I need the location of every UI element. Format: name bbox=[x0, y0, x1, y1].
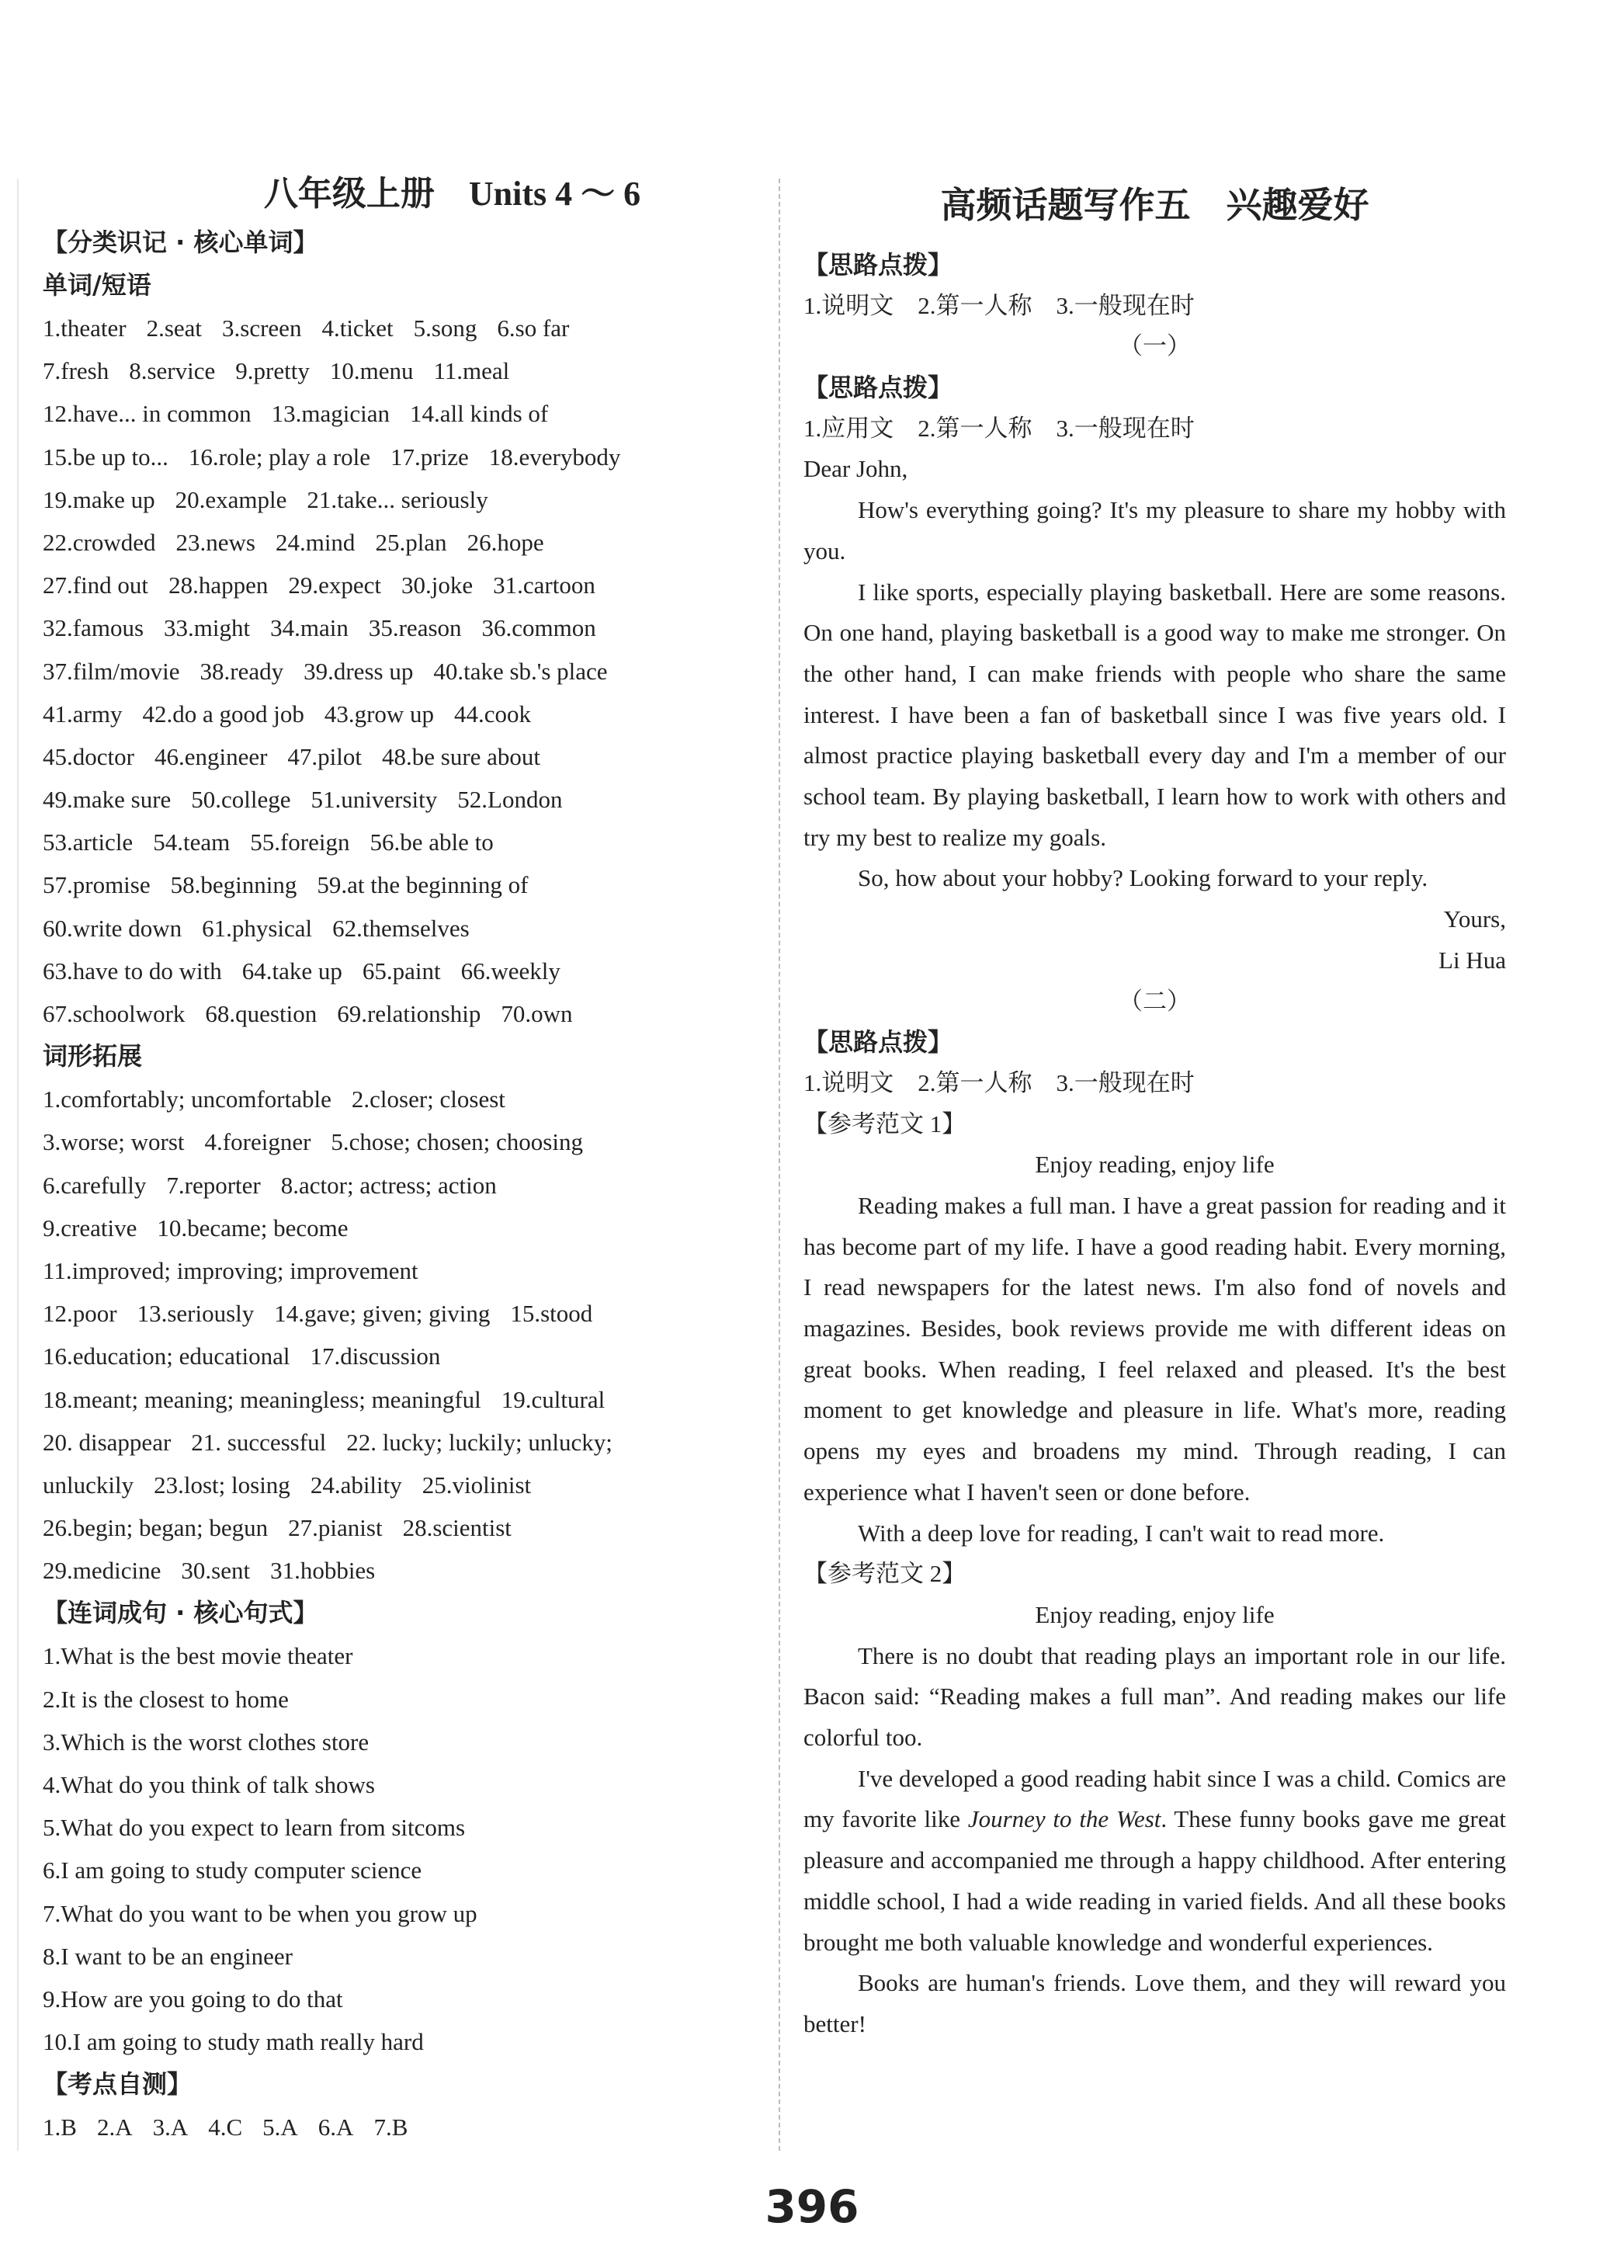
word-item: 44.cook bbox=[454, 700, 532, 728]
sample-2-paragraph-2 bbox=[803, 1759, 1506, 1964]
word-item: 1.theater bbox=[43, 314, 127, 342]
word-form-item: 3.worse; worst bbox=[43, 1128, 185, 1156]
sample-2-paragraph-2-part-a: I've developed a good reading habit since I was a child. Comics are my favorite like bbox=[803, 1764, 1506, 1833]
sample-1-label: 【参考范文 1】 bbox=[803, 1110, 966, 1137]
word-item: 3.screen bbox=[222, 314, 302, 342]
word-item: 28.happen bbox=[168, 571, 269, 599]
word-item: 8.service bbox=[129, 357, 216, 385]
word-item: 9.pretty bbox=[235, 357, 310, 385]
sentence-item: 6.I am going to study computer science bbox=[43, 1856, 422, 1884]
word-item: 43.grow up bbox=[324, 700, 435, 728]
word-form-item: 21. successful bbox=[191, 1428, 327, 1456]
word-item: 30.joke bbox=[401, 571, 474, 599]
sample-2-paragraph-3: Books are human's friends. Love them, and they will reward you better! bbox=[803, 1969, 1506, 2037]
tip-text-2: 1.应用文 2.第一人称 3.一般现在时 bbox=[803, 414, 1195, 442]
letter-greeting: Dear John, bbox=[803, 455, 908, 483]
subsection-word-forms: 词形拓展 bbox=[43, 1041, 143, 1071]
book-title: Journey to the West bbox=[967, 1805, 1161, 1833]
word-item: 46.engineer bbox=[154, 742, 268, 770]
word-item: 54.team bbox=[153, 828, 231, 856]
word-item: 15.be up to... bbox=[43, 443, 168, 471]
page-number: 396 bbox=[765, 2180, 859, 2233]
sample-2-label: 【参考范文 2】 bbox=[803, 1560, 966, 1588]
word-form-line bbox=[43, 1378, 769, 1421]
word-item: 2.seat bbox=[146, 314, 203, 342]
word-form-line bbox=[43, 1292, 769, 1335]
word-item: 24.mind bbox=[275, 528, 356, 556]
word-form-item: 25.violinist bbox=[422, 1471, 532, 1499]
right-title: 高频话题写作五 兴趣爱好 bbox=[940, 186, 1369, 225]
sentence-item: 2.It is the closest to home bbox=[43, 1685, 289, 1713]
word-forms-list bbox=[43, 1078, 769, 1592]
word-form-item: 18.meant; meaning; meaningless; meaningful bbox=[43, 1385, 481, 1413]
answer-item: 4.C bbox=[208, 2113, 243, 2141]
answer-item: 6.A bbox=[318, 2113, 354, 2141]
sentence-item: 1.What is the best movie theater bbox=[43, 1642, 353, 1670]
word-form-item: 2.closer; closest bbox=[351, 1085, 505, 1113]
word-item: 22.crowded bbox=[43, 528, 156, 556]
word-item: 18.everybody bbox=[488, 443, 621, 471]
letter-paragraph-2: I like sports, especially playing basketball. Here are some reasons. On one hand, playing basketball is a good way to make me stronger. On the other hand, I can make friends with people who share the same interest. I have been a fan of basketball since I was five years old. I almost practice playing basketball every day and I'm a member of our school team. By playing basketball, I learn how to work with others and try my best to realize my goals. bbox=[803, 578, 1506, 851]
subsection-words-phrases: 单词/短语 bbox=[43, 270, 151, 300]
column-divider bbox=[779, 179, 780, 2151]
word-form-item: 13.seriously bbox=[137, 1300, 255, 1328]
word-item: 31.cartoon bbox=[493, 571, 595, 599]
left-column bbox=[43, 167, 769, 2149]
word-item: 68.question bbox=[205, 1000, 318, 1027]
word-item: 56.be able to bbox=[370, 828, 494, 856]
word-line bbox=[43, 521, 769, 564]
word-line bbox=[43, 693, 769, 735]
word-item: 38.ready bbox=[200, 657, 284, 685]
word-item: 23.news bbox=[175, 528, 255, 556]
word-line bbox=[43, 606, 769, 649]
word-item: 60.write down bbox=[43, 914, 182, 942]
word-item: 42.do a good job bbox=[142, 700, 304, 728]
word-form-line bbox=[43, 1120, 769, 1163]
word-item: 11.meal bbox=[433, 357, 510, 385]
tip-text-3: 1.说明文 2.第一人称 3.一般现在时 bbox=[803, 1068, 1195, 1096]
word-item: 64.take up bbox=[241, 957, 342, 985]
word-item: 41.army bbox=[43, 700, 123, 728]
word-form-item: 24.ability bbox=[310, 1471, 402, 1499]
word-item: 50.college bbox=[191, 786, 291, 814]
letter-signature: Li Hua bbox=[1438, 946, 1506, 974]
word-item: 6.so far bbox=[497, 314, 570, 342]
word-item: 7.fresh bbox=[43, 357, 109, 385]
self-test-answers bbox=[43, 2106, 769, 2148]
word-item: 47.pilot bbox=[287, 742, 363, 770]
word-form-item: 7.reporter bbox=[166, 1171, 261, 1199]
sample-2-title: Enjoy reading, enjoy life bbox=[1035, 1600, 1275, 1628]
word-form-item: 16.education; educational bbox=[43, 1342, 290, 1370]
word-form-item: unluckily bbox=[43, 1471, 134, 1499]
left-title: 八年级上册 Units 4 ～ 6 bbox=[263, 175, 641, 213]
letter-paragraph-1: How's everything going? It's my pleasure to share my hobby with you. bbox=[803, 496, 1506, 564]
answer-item: 5.A bbox=[262, 2113, 298, 2141]
part-2-heading: （二） bbox=[1119, 987, 1191, 1015]
word-form-item: 31.hobbies bbox=[270, 1557, 376, 1585]
word-line bbox=[43, 950, 769, 992]
word-form-item: 11.improved; improving; improvement bbox=[43, 1256, 418, 1284]
word-item: 70.own bbox=[501, 1000, 573, 1027]
word-item: 40.take sb.'s place bbox=[433, 657, 608, 685]
word-form-item: 28.scientist bbox=[402, 1514, 512, 1542]
word-item: 17.prize bbox=[390, 443, 469, 471]
sample-1-title: Enjoy reading, enjoy life bbox=[1035, 1151, 1275, 1179]
word-item: 34.main bbox=[270, 614, 349, 642]
word-form-item: 14.gave; given; giving bbox=[274, 1300, 491, 1328]
word-item: 67.schoolwork bbox=[43, 1000, 186, 1027]
sentences-list bbox=[43, 1634, 769, 2063]
word-form-line bbox=[43, 1506, 769, 1549]
sample-2-paragraph-2-part-b: . These funny books gave me great pleasure and accompanied me through a happy childhood. After entering middle school, I had a wide reading in varied fields. And all these books brought me both valuable knowledge and wonderful experiences. bbox=[803, 1805, 1506, 1956]
word-item: 25.plan bbox=[375, 528, 447, 556]
word-form-item: 8.actor; actress; action bbox=[280, 1171, 497, 1199]
word-item: 29.expect bbox=[288, 571, 381, 599]
word-line bbox=[43, 735, 769, 778]
letter-closing: Yours, bbox=[1443, 905, 1506, 933]
word-form-line bbox=[43, 1078, 769, 1120]
word-item: 52.London bbox=[457, 786, 563, 814]
word-line bbox=[43, 349, 769, 392]
word-item: 69.relationship bbox=[337, 1000, 481, 1027]
word-line bbox=[43, 436, 769, 478]
right-column bbox=[803, 167, 1506, 2045]
tip-text-1: 1.说明文 2.第一人称 3.一般现在时 bbox=[803, 291, 1195, 319]
sentence-item: 3.Which is the worst clothes store bbox=[43, 1728, 370, 1756]
tip-label-3: 【思路点拨】 bbox=[803, 1027, 953, 1058]
tip-label-1: 【思路点拨】 bbox=[803, 250, 953, 280]
part-1-heading: （一） bbox=[1119, 332, 1191, 360]
answer-item: 2.A bbox=[96, 2113, 133, 2141]
word-item: 27.find out bbox=[43, 571, 149, 599]
word-line bbox=[43, 907, 769, 950]
word-item: 32.famous bbox=[43, 614, 144, 642]
word-line bbox=[43, 392, 769, 435]
answer-item: 3.A bbox=[152, 2113, 189, 2141]
section-core-words: 【分类识记 · 核心单词】 bbox=[43, 227, 318, 257]
word-item: 10.menu bbox=[329, 357, 414, 385]
word-form-item: 26.begin; began; begun bbox=[43, 1514, 269, 1542]
letter-paragraph-3: So, how about your hobby? Looking forward to your reply. bbox=[858, 864, 1428, 892]
words-list bbox=[43, 307, 769, 1035]
word-item: 55.foreign bbox=[250, 828, 350, 856]
sentence-item: 9.How are you going to do that bbox=[43, 1985, 343, 2013]
word-item: 53.article bbox=[43, 828, 134, 856]
word-form-item: 23.lost; losing bbox=[154, 1471, 290, 1499]
tip-label-2: 【思路点拨】 bbox=[803, 373, 953, 403]
word-line bbox=[43, 478, 769, 521]
word-item: 59.at the beginning of bbox=[317, 871, 529, 899]
word-item: 26.hope bbox=[467, 528, 544, 556]
word-form-item: 10.became; become bbox=[157, 1214, 349, 1242]
word-form-item: 6.carefully bbox=[43, 1171, 147, 1199]
word-form-item: 4.foreigner bbox=[204, 1128, 311, 1156]
sample-2-paragraph-1: There is no doubt that reading plays an important role in our life. Bacon said: “Reading makes a full man”. And reading makes our life colorful too. bbox=[803, 1641, 1506, 1752]
sentence-item: 8.I want to be an engineer bbox=[43, 1942, 293, 1970]
word-item: 66.weekly bbox=[460, 957, 560, 985]
word-item: 61.physical bbox=[202, 914, 313, 942]
word-form-line bbox=[43, 1207, 769, 1249]
word-item: 19.make up bbox=[43, 485, 155, 513]
word-line bbox=[43, 650, 769, 693]
answer-item: 1.B bbox=[43, 2113, 77, 2141]
sentence-item: 4.What do you think of talk shows bbox=[43, 1771, 375, 1798]
answer-item: 7.B bbox=[373, 2113, 408, 2141]
word-form-line bbox=[43, 1421, 769, 1464]
word-line bbox=[43, 992, 769, 1035]
word-form-item: 22. lucky; luckily; unlucky; bbox=[346, 1428, 612, 1456]
sample-1-paragraph-1: Reading makes a full man. I have a great passion for reading and it has become part of my life. I have a good reading habit. Every morning, I read newspapers for the latest news. I'm also fond of novels and magazines. Besides, book reviews provide me with different ideas on great books. When reading, I feel relaxed and pleased. It's the best moment to get knowledge and pleasure in life. What's more, reading opens my eyes and broadens my mind. Through reading, I can experience what I haven't seen or done before. bbox=[803, 1191, 1506, 1506]
section-core-sentences: 【连词成句 · 核心句式】 bbox=[43, 1598, 318, 1628]
word-item: 51.university bbox=[311, 786, 438, 814]
word-item: 16.role; play a role bbox=[188, 443, 371, 471]
word-form-item: 19.cultural bbox=[501, 1385, 606, 1413]
word-item: 12.have... in common bbox=[43, 400, 252, 428]
word-item: 37.film/movie bbox=[43, 657, 180, 685]
word-item: 20.example bbox=[175, 485, 287, 513]
word-form-line bbox=[43, 1249, 769, 1292]
word-item: 49.make sure bbox=[43, 786, 172, 814]
word-item: 33.might bbox=[164, 614, 251, 642]
word-line bbox=[43, 821, 769, 863]
word-form-line bbox=[43, 1335, 769, 1377]
sentence-item: 10.I am going to study math really hard bbox=[43, 2028, 424, 2056]
word-item: 58.beginning bbox=[170, 871, 297, 899]
word-item: 13.magician bbox=[271, 400, 390, 428]
word-item: 21.take... seriously bbox=[307, 485, 488, 513]
section-self-test: 【考点自测】 bbox=[43, 2069, 193, 2100]
word-line bbox=[43, 863, 769, 906]
word-form-line bbox=[43, 1549, 769, 1592]
word-item: 35.reason bbox=[368, 614, 462, 642]
word-item: 14.all kinds of bbox=[410, 400, 549, 428]
word-form-item: 27.pianist bbox=[288, 1514, 383, 1542]
word-item: 63.have to do with bbox=[43, 957, 222, 985]
word-line bbox=[43, 307, 769, 349]
word-item: 5.song bbox=[413, 314, 477, 342]
word-form-item: 9.creative bbox=[43, 1214, 137, 1242]
word-item: 45.doctor bbox=[43, 742, 134, 770]
word-item: 65.paint bbox=[362, 957, 441, 985]
word-item: 48.be sure about bbox=[382, 742, 541, 770]
sentence-item: 5.What do you expect to learn from sitcoms bbox=[43, 1814, 466, 1842]
word-form-item: 1.comfortably; uncomfortable bbox=[43, 1085, 331, 1113]
word-form-line bbox=[43, 1464, 769, 1506]
word-form-item: 29.medicine bbox=[43, 1557, 161, 1585]
word-item: 62.themselves bbox=[332, 914, 470, 942]
word-form-item: 5.chose; chosen; choosing bbox=[331, 1128, 583, 1156]
word-line bbox=[43, 564, 769, 606]
word-form-item: 12.poor bbox=[43, 1300, 117, 1328]
word-item: 39.dress up bbox=[304, 657, 414, 685]
word-form-item: 15.stood bbox=[510, 1300, 593, 1328]
word-form-item: 17.discussion bbox=[310, 1342, 441, 1370]
word-form-item: 30.sent bbox=[181, 1557, 251, 1585]
sentence-item: 7.What do you want to be when you grow up bbox=[43, 1899, 477, 1927]
word-item: 36.common bbox=[481, 614, 596, 642]
sample-1-paragraph-2: With a deep love for reading, I can't wait to read more. bbox=[858, 1519, 1385, 1547]
word-item: 4.ticket bbox=[321, 314, 394, 342]
word-form-item: 20. disappear bbox=[43, 1428, 172, 1456]
word-line bbox=[43, 778, 769, 821]
word-form-line bbox=[43, 1164, 769, 1207]
word-item: 57.promise bbox=[43, 871, 151, 899]
page-edge-line bbox=[17, 179, 19, 2151]
